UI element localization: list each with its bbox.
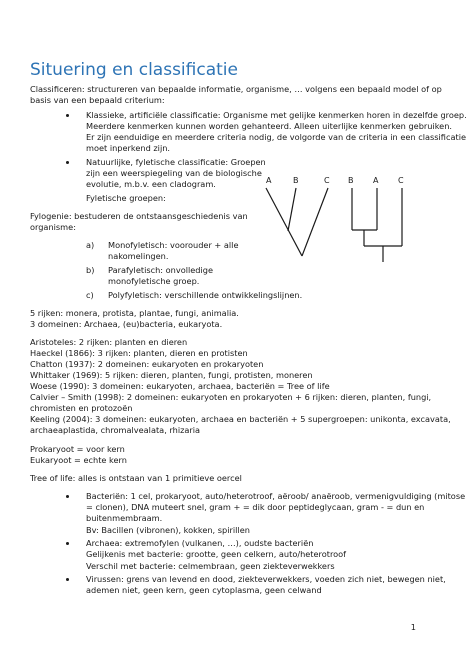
- list-item-line: Parafyletisch: onvolledige: [108, 265, 214, 275]
- history-line: Chatton (1937): 2 domeinen: eukaryoten en prokaryoten: [30, 359, 264, 369]
- page-number: 1: [410, 622, 416, 632]
- list-number: b): [86, 265, 95, 275]
- cladogram-figure: [252, 168, 432, 268]
- list-item-line: monofyletische groep.: [108, 276, 200, 286]
- bullet-line: Natuurlijke, fyletische classificatie: Groepen: [86, 157, 266, 167]
- intro-line: Classificeren: structureren van bepaalde informatie, organisme, … volgens een bepaald model of op: [30, 84, 442, 94]
- bullet-dot: [66, 161, 69, 164]
- bullet-line: Er zijn eenduidige en meerdere criteria nodig, de volgorde van de criteria in een classificatie: [86, 132, 467, 142]
- bullet-line: Klassieke, artificiële classificatie: Organisme met gelijke kenmerken horen in dezelfde groep.: [86, 110, 467, 120]
- cladogram-left-tree: [266, 188, 328, 256]
- bullet-line: Virussen: grens van levend en dood, ziekteverwekkers, voeden zich niet, bewegen niet,: [86, 574, 446, 584]
- history-line: Whittaker (1969): 5 rijken: dieren, planten, fungi, protisten, moneren: [30, 370, 313, 380]
- bullet-dot: [66, 542, 69, 545]
- bullet-dot: [66, 114, 69, 117]
- cladogram-right-tree: [352, 188, 402, 262]
- cladogram-label: B: [348, 176, 354, 185]
- cladogram-label: A: [266, 176, 272, 185]
- fylogenie-line: Fylogenie: bestuderen de ontstaansgeschiedenis van: [30, 211, 248, 221]
- cladogram-label: C: [324, 176, 330, 185]
- bullet-line: Bv: Bacillen (vibronen), kokken, spirillen: [86, 525, 250, 535]
- list-item-line: Monofyletisch: voorouder + alle: [108, 240, 239, 250]
- list-number: c): [86, 290, 94, 300]
- fylogenie-line: organisme:: [30, 222, 76, 232]
- history-line: Calvier – Smith (1998): 2 domeinen: eukaryoten en prokaryoten + 6 rijken: dieren, planten, fungi,: [30, 392, 432, 402]
- kern-line: Prokaryoot = voor kern: [30, 444, 125, 454]
- history-line: Aristoteles: 2 rijken: planten en dieren: [30, 337, 188, 347]
- bullet-line: ademen niet, geen kern, geen cytoplasma, geen celwand: [86, 585, 322, 595]
- bullet-dot: [66, 495, 69, 498]
- bullet-line: buitenmembraam.: [86, 513, 163, 523]
- cladogram-label: A: [373, 176, 379, 185]
- bullet-line: evolutie, m.b.v. een cladogram.: [86, 179, 216, 189]
- history-line: archaeaplastida, chromalvealata, rhizaria: [30, 425, 201, 435]
- bullet-line: zijn een weerspiegeling van de biologische: [86, 168, 262, 178]
- bullet-line: Gelijkenis met bacterie: grootte, geen celkern, auto/heterotroof: [86, 549, 347, 559]
- bullet-dot: [66, 578, 69, 581]
- history-line: Woese (1990): 3 domeinen: eukaryoten, archaea, bacteriën = Tree of life: [30, 381, 330, 391]
- bullet-line: moet inperkend zijn.: [86, 143, 171, 153]
- fyletische-groepen-label: Fyletische groepen:: [86, 193, 166, 203]
- bullet-line: = clonen), DNA muteert snel, gram + = dik door peptideglycaan, gram - = dun en: [86, 502, 425, 512]
- cladogram-label: C: [398, 176, 404, 185]
- bullet-line: Verschil met bacterie: celmembraan, geen ziekteverwekkers: [86, 561, 335, 571]
- bullet-line: Meerdere kenmerken kunnen worden gehanteerd. Alleen uiterlijke kenmerken gebruiken.: [86, 121, 453, 131]
- bullet-line: Archaea: extremofylen (vulkanen, …), oudste bacteriën: [86, 538, 314, 548]
- history-line: Keeling (2004): 3 domeinen: eukaryoten, archaea en bacteriën + 5 supergroepen: unikonta, excavata,: [30, 414, 451, 424]
- kern-line: Eukaryoot = echte kern: [30, 455, 127, 465]
- history-line: chromisten en protozoën: [30, 403, 133, 413]
- rijken-line: 3 domeinen: Archaea, (eu)bacteria, eukaryota.: [30, 319, 223, 329]
- bullet-line: Bacteriën: 1 cel, prokaryoot, auto/heterotroof, aëroob/ anaëroob, vermenigvuldiging (mitose: [86, 491, 466, 501]
- tree-of-life-line: Tree of life: alles is ontstaan van 1 primitieve oercel: [30, 473, 242, 483]
- page-title: Situering en classificatie: [30, 60, 238, 80]
- list-item-line: nakomelingen.: [108, 251, 169, 261]
- cladogram-label: B: [293, 176, 299, 185]
- history-line: Haeckel (1866): 3 rijken: planten, dieren en protisten: [30, 348, 248, 358]
- intro-line: basis van een bepaald criterium:: [30, 95, 165, 105]
- list-item-line: Polyfyletisch: verschillende ontwikkelingslijnen.: [108, 290, 303, 300]
- list-number: a): [86, 240, 95, 250]
- rijken-line: 5 rijken: monera, protista, plantae, fungi, animalia.: [30, 308, 239, 318]
